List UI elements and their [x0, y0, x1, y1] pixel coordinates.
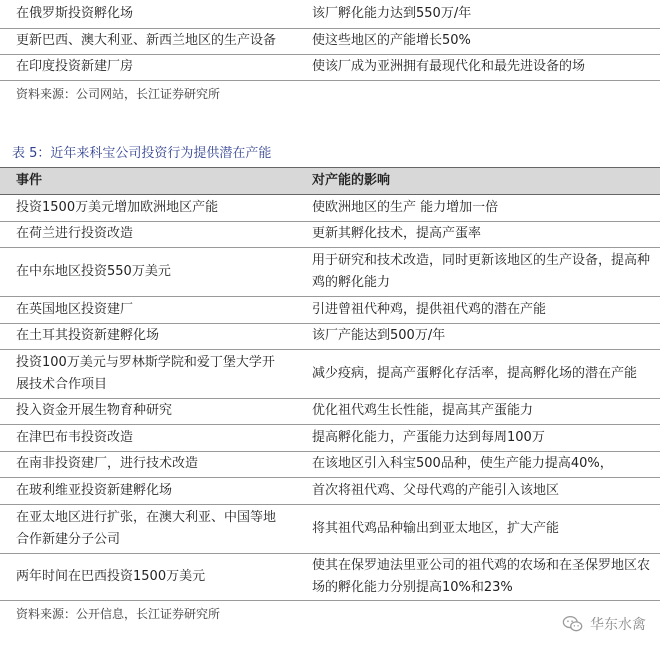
table-row	[0, 0, 660, 28]
event-cell: 在津巴布韦投资改造	[0, 424, 296, 451]
header-impact: 对产能的影响	[296, 167, 660, 194]
table-row	[0, 323, 660, 349]
impact-cell: 提高孵化能力，产蛋能力达到每周100万	[296, 424, 660, 451]
impact-cell: 该厂产能达到500万/年	[296, 323, 660, 349]
event-cell: 在荷兰进行投资改造	[0, 221, 296, 247]
top-table	[0, 0, 660, 81]
impact-cell: 将其祖代鸡品种输出到亚太地区，扩大产能	[296, 504, 660, 553]
table-row	[0, 194, 660, 221]
table-row	[0, 247, 660, 296]
table-row	[0, 424, 660, 451]
impact-cell: 使这些地区的产能增长50%	[296, 28, 660, 54]
impact-cell: 使该厂成为亚洲拥有最现代化和最先进设备的场	[296, 54, 660, 80]
table-row	[0, 398, 660, 424]
event-cell: 两年时间在巴西投资1500万美元	[0, 553, 296, 600]
table-row	[0, 477, 660, 504]
event-cell: 在南非投资建厂，进行技术改造	[0, 451, 296, 477]
event-cell: 投资100万美元与罗林斯学院和爱丁堡大学开展技术合作项目	[0, 349, 296, 398]
impact-cell: 用于研究和技术改造，同时更新该地区的生产设备，提高种鸡的孵化能力	[296, 247, 660, 296]
table5-caption: 表 5：近年来科宝公司投资行为提供潜在产能	[12, 145, 272, 161]
impact-cell: 使其在保罗迪法里亚公司的祖代鸡的农场和在圣保罗地区农场的孵化能力分别提高10%和23%	[296, 553, 660, 600]
table-row	[0, 54, 660, 80]
impact-cell: 减少疫病，提高产蛋孵化存活率，提高孵化场的潜在产能	[296, 349, 660, 398]
impact-cell: 在该地区引入科宝500品种，使生产能力提高40%，	[296, 451, 660, 477]
impact-cell: 该厂孵化能力达到550万/年	[296, 0, 660, 28]
table-row	[0, 451, 660, 477]
table5	[0, 167, 660, 601]
table-row	[0, 221, 660, 247]
table-header-row	[0, 167, 660, 194]
event-cell: 在中东地区投资550万美元	[0, 247, 296, 296]
impact-cell: 优化祖代鸡生长性能，提高其产蛋能力	[296, 398, 660, 424]
event-cell: 在俄罗斯投资孵化场	[0, 0, 296, 28]
table-row	[0, 504, 660, 553]
wechat-icon	[562, 613, 584, 635]
table-row	[0, 553, 660, 600]
watermark-text: 华东水禽	[590, 617, 646, 633]
impact-cell: 使欧洲地区的生产 能力增加一倍	[296, 194, 660, 221]
table-row	[0, 349, 660, 398]
table-row	[0, 28, 660, 54]
source-note-1: 资料来源：公司网站，长江证券研究所	[16, 86, 221, 101]
impact-cell: 首次将祖代鸡、父母代鸡的产能引入该地区	[296, 477, 660, 504]
event-cell: 更新巴西、澳大利亚、新西兰地区的生产设备	[0, 28, 296, 54]
event-cell: 在土耳其投资新建孵化场	[0, 323, 296, 349]
event-cell: 在印度投资新建厂房	[0, 54, 296, 80]
impact-cell: 更新其孵化技术，提高产蛋率	[296, 221, 660, 247]
event-cell: 投入资金开展生物育种研究	[0, 398, 296, 424]
impact-cell: 引进曾祖代种鸡，提供祖代鸡的潜在产能	[296, 296, 660, 323]
watermark	[562, 612, 646, 636]
event-cell: 在亚太地区进行扩张，在澳大利亚、中国等地合作新建分子公司	[0, 504, 296, 553]
event-cell: 在玻利维亚投资新建孵化场	[0, 477, 296, 504]
table-row	[0, 296, 660, 323]
event-cell: 在英国地区投资建厂	[0, 296, 296, 323]
event-cell: 投资1500万美元增加欧洲地区产能	[0, 194, 296, 221]
source-note-2: 资料来源：公开信息，长江证券研究所	[16, 606, 221, 621]
header-event: 事件	[0, 167, 296, 194]
